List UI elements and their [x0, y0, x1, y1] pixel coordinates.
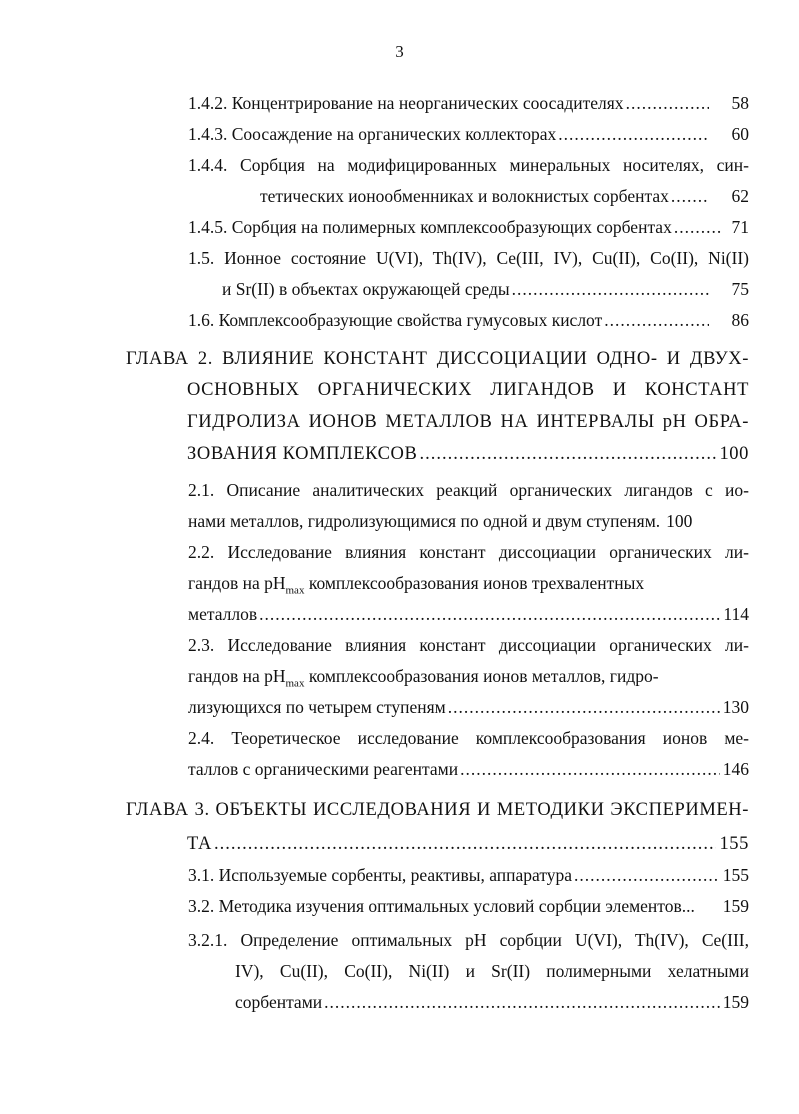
toc-entry-2-1: [188, 478, 749, 502]
toc-entry-title: 2.2. Исследование влияния констант диссоциации органических ли-: [188, 542, 749, 562]
toc-leader-dots: [558, 122, 708, 146]
toc-chapter-2-cont: [187, 410, 749, 434]
toc-entry-2-1-cont: [188, 509, 749, 533]
toc-leader-dots: [324, 990, 720, 1014]
toc-page-ref: 58: [731, 93, 749, 113]
toc-entry-2-3: [188, 633, 749, 657]
toc-entry-1-5-cont: [222, 277, 749, 301]
toc-chapter-3: [126, 798, 749, 822]
toc-entry-1-4-5: [188, 215, 749, 239]
toc-leader-dots: [604, 308, 708, 332]
toc-entry-title: [188, 571, 644, 595]
toc-entry-1-5: [188, 246, 749, 270]
toc-entry-title: [188, 664, 659, 688]
toc-leader-dots: [259, 602, 720, 626]
toc-page-ref: 100: [666, 511, 693, 531]
toc-text-part: комплексообразования ионов трехвалентных: [304, 573, 645, 593]
toc-entry-title: 1.5. Ионное состояние U(VI), Th(IV), Ce(III, IV), Cu(II), Co(II), Ni(II): [188, 248, 749, 268]
toc-entry-title: металлов: [188, 604, 258, 624]
toc-subscript: max: [285, 584, 305, 597]
toc-page-ref: 60: [731, 124, 749, 144]
toc-chapter-2: [126, 347, 749, 371]
toc-entry-title: 1.4.4. Сорбция на модифицированных минеральных носителях, син-: [188, 155, 749, 175]
toc-entry-3-2-1-cont: [235, 959, 749, 983]
toc-entry-3-2-1-cont: [235, 990, 749, 1014]
toc-entry-1-4-4: [188, 153, 749, 177]
toc-entry-title: 2.1. Описание аналитических реакций органических лигандов с ио-: [188, 480, 749, 500]
toc-entry-title: 1.6. Комплексообразующие свойства гумусовых кислот: [188, 310, 603, 330]
toc-page-ref: 146: [722, 759, 749, 779]
toc-entry-1-4-2: [188, 91, 749, 115]
toc-leader-dots: [674, 215, 721, 239]
toc-leader-dots: [419, 442, 716, 466]
toc-page-ref: 62: [731, 186, 749, 206]
toc-subscript: max: [285, 677, 305, 690]
page-number: 3: [395, 42, 404, 61]
toc-page-ref: 130: [722, 697, 749, 717]
toc-entry-title: и Sr(II) в объектах окружающей среды: [222, 279, 510, 299]
toc-entry-title: лизующихся по четырем ступеням: [188, 697, 446, 717]
toc-entry-2-2-cont: [188, 571, 749, 595]
toc-entry-2-2: [188, 540, 749, 564]
toc-leader-dots: [460, 757, 720, 781]
toc-chapter-title: ЗОВАНИЯ КОМПЛЕКСОВ: [187, 444, 418, 464]
toc-entry-3-1: [188, 863, 749, 887]
toc-chapter-3-cont: [187, 832, 749, 856]
toc-page-ref: 155: [722, 865, 749, 885]
toc-entry-title: тетических ионообменниках и волокнистых сорбентах: [260, 186, 669, 206]
toc-entry-2-3-cont: [188, 695, 749, 719]
toc-leader-dots: [512, 277, 709, 301]
toc-page-ref: 100: [719, 444, 749, 464]
toc-chapter-title: ТА: [187, 834, 212, 854]
toc-entry-title: 3.2.1. Определение оптимальных pH сорбции U(VI), Th(IV), Ce(III,: [188, 930, 749, 950]
toc-page-ref: 159: [722, 896, 749, 916]
toc-chapter-title: ГЛАВА 3. ОБЪЕКТЫ ИССЛЕДОВАНИЯ И МЕТОДИКИ ЭКСПЕРИМЕН-: [126, 800, 749, 820]
toc-chapter-title: ОСНОВНЫХ ОРГАНИЧЕСКИХ ЛИГАНДОВ И КОНСТАНТ: [187, 380, 749, 400]
toc-leader-dots: [448, 695, 720, 719]
toc-entry-2-3-cont: [188, 664, 749, 688]
toc-entry-title: 1.4.2. Концентрирование на неорганических соосадителях: [188, 93, 624, 113]
toc-text-part: гандов на pH: [188, 666, 286, 686]
toc-entry-1-6: [188, 308, 749, 332]
toc-page-ref: 114: [723, 604, 749, 624]
toc-entry-title: нами металлов, гидролизующимися по одной и двум ступеням.: [188, 511, 661, 531]
toc-page-ref: 155: [719, 834, 749, 854]
toc-page-ref: 86: [731, 310, 749, 330]
toc-leader-dots: [671, 184, 709, 208]
toc-entry-title: 3.2. Методика изучения оптимальных условий сорбции элементов...: [188, 896, 695, 916]
toc-entry-title: 1.4.3. Соосаждение на органических коллекторах: [188, 124, 557, 144]
toc-leader-dots: [574, 863, 720, 887]
toc-entry-title: IV), Cu(II), Co(II), Ni(II) и Sr(II) полимерными хелатными: [235, 961, 749, 981]
toc-entry-1-4-4-cont: [260, 184, 749, 208]
toc-text-part: комплексообразования ионов металлов, гидро-: [304, 666, 659, 686]
toc-entry-title: 1.4.5. Сорбция на полимерных комплексообразующих сорбентах: [188, 217, 672, 237]
toc-entry-2-2-cont: [188, 602, 749, 626]
toc-entry-3-2: [188, 894, 749, 918]
toc-page-ref: 75: [731, 279, 749, 299]
toc-text-part: гандов на pH: [188, 573, 286, 593]
toc-entry-title: таллов с органическими реагентами: [188, 759, 459, 779]
toc-entry-title: сорбентами: [235, 992, 323, 1012]
toc-entry-1-4-3: [188, 122, 749, 146]
toc-entry-2-4: [188, 726, 749, 750]
toc-entry-3-2-1: [188, 928, 749, 952]
toc-chapter-title: ГИДРОЛИЗА ИОНОВ МЕТАЛЛОВ НА ИНТЕРВАЛЫ pH ОБРА-: [187, 412, 749, 432]
toc-chapter-2-cont: [187, 442, 749, 466]
toc-page-ref: 71: [731, 217, 749, 237]
toc-chapter-2-cont: [187, 378, 749, 402]
toc-entry-title: 3.1. Используемые сорбенты, реактивы, аппаратура: [188, 865, 573, 885]
toc-entry-title: 2.3. Исследование влияния констант диссоциации органических ли-: [188, 635, 749, 655]
toc-entry-2-4-cont: [188, 757, 749, 781]
toc-chapter-title: ГЛАВА 2. ВЛИЯНИЕ КОНСТАНТ ДИССОЦИАЦИИ ОДНО- И ДВУХ-: [126, 349, 749, 369]
toc-leader-dots: [626, 91, 709, 115]
toc-entry-title: 2.4. Теоретическое исследование комплексообразования ионов ме-: [188, 728, 749, 748]
toc-leader-dots: [214, 832, 716, 856]
toc-page-ref: 159: [722, 992, 749, 1012]
